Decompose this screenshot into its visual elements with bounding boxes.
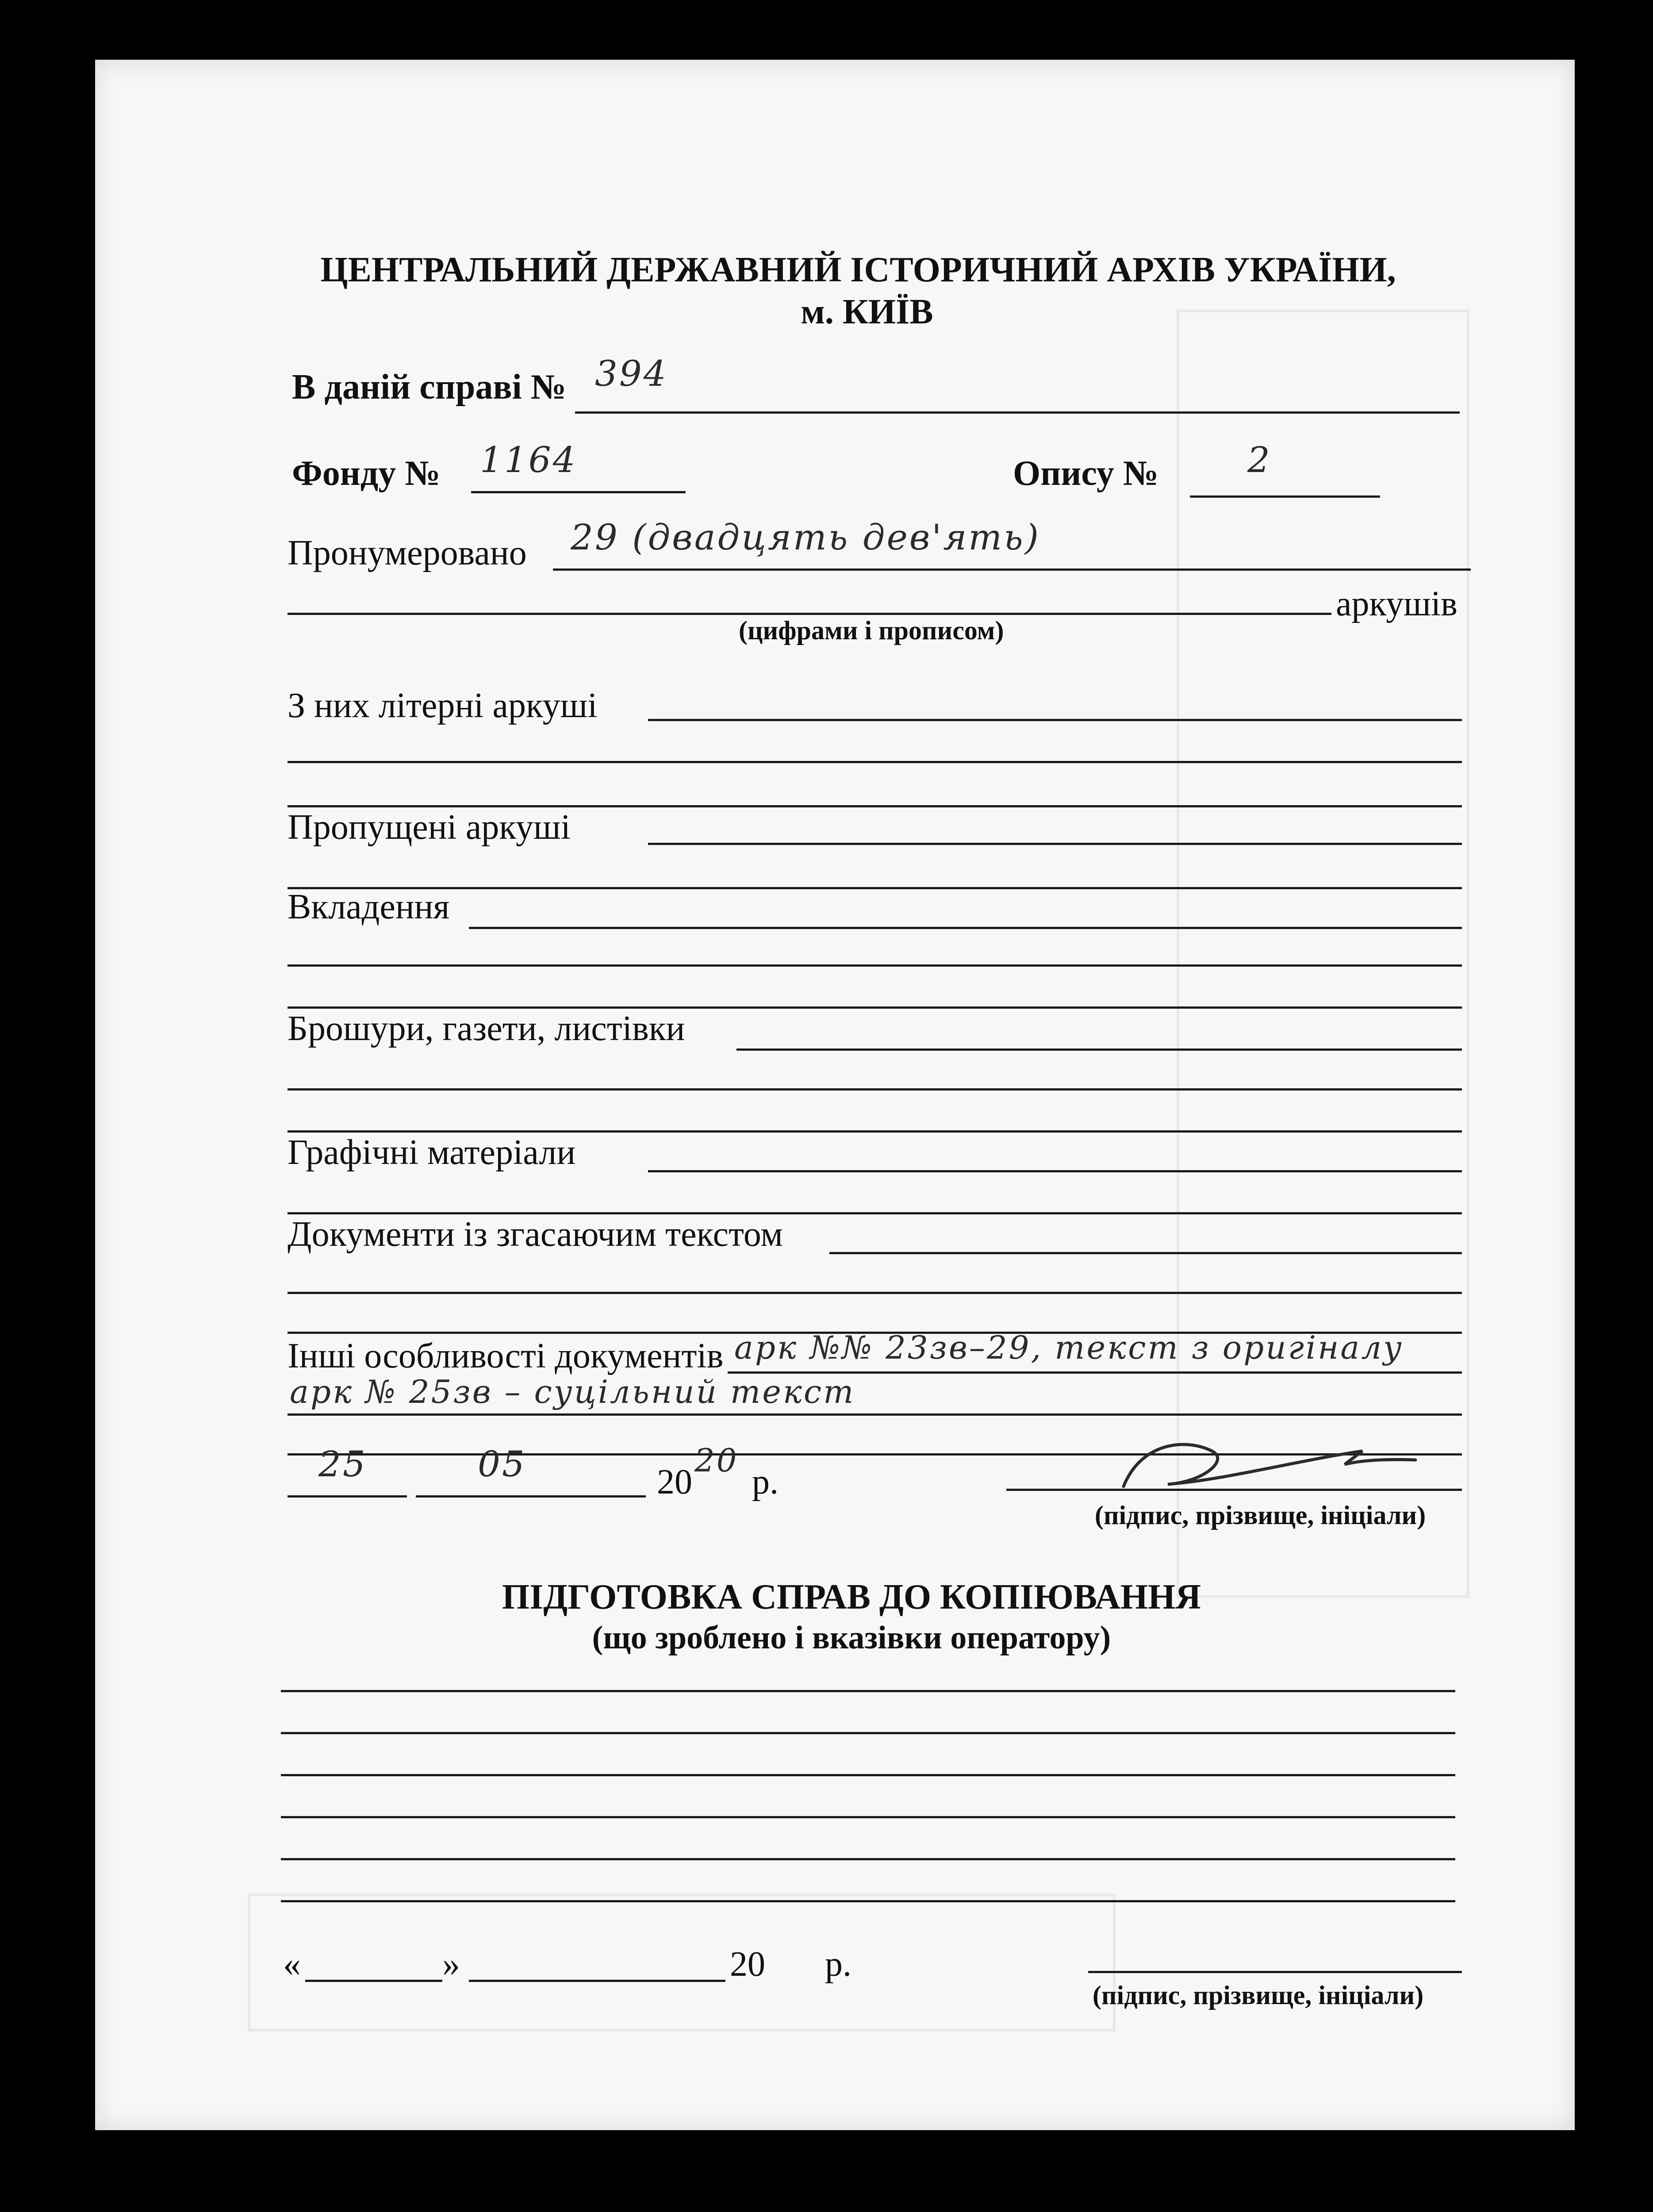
date-month-line (416, 1495, 646, 1498)
preparation-line-1 (281, 1690, 1455, 1692)
archive-title: ЦЕНТРАЛЬНИЙ ДЕРЖАВНИЙ ІСТОРИЧНИЙ АРХІВ УКРАЇНИ, (320, 250, 1396, 289)
prep-signature-line (1088, 1971, 1462, 1973)
prep-month-line (469, 1980, 725, 1982)
numbered-value: 29 (двадцять дев'ять) (571, 517, 1040, 558)
letter-sheets-line-1 (648, 719, 1462, 721)
brochures-line-3 (288, 1130, 1462, 1133)
letter-sheets-label: З них літерні аркуші (288, 686, 598, 725)
prep-quote-close: » (442, 1945, 460, 1984)
other-value-line2: арк № 25зв – суцільний текст (290, 1373, 855, 1410)
signature-line (1006, 1489, 1462, 1491)
date-r: р. (752, 1463, 779, 1502)
opys-label: Опису № (1013, 454, 1159, 493)
date-day-line (288, 1495, 407, 1498)
faded-line-1 (829, 1252, 1462, 1254)
missing-sheets-line-1 (648, 843, 1462, 845)
sheets-label: аркушів (1336, 584, 1457, 623)
preparation-line-6 (281, 1900, 1455, 1902)
case-number-line (575, 411, 1460, 414)
archive-city: м. КИЇВ (801, 292, 933, 331)
brochures-line-2 (288, 1088, 1462, 1091)
preparation-line-4 (281, 1816, 1455, 1818)
opys-value: 2 (1247, 439, 1272, 480)
numbered-line-1 (553, 568, 1471, 571)
graphics-label: Графічні матеріали (288, 1133, 576, 1172)
prep-quote-open: « (283, 1945, 301, 1984)
prep-day-line (305, 1980, 442, 1982)
numbered-label: Пронумеровано (288, 534, 527, 572)
missing-sheets-label: Пропущені аркуші (288, 808, 571, 847)
graphics-line-1 (648, 1170, 1462, 1172)
brochures-label: Брошури, газети, листівки (288, 1009, 685, 1048)
prep-signature-caption: (підпис, прізвище, ініціали) (1093, 1981, 1424, 2010)
signature-mark (1115, 1433, 1424, 1504)
preparation-title: ПІДГОТОВКА СПРАВ ДО КОПІЮВАННЯ (502, 1578, 1201, 1617)
attachments-line-1 (469, 927, 1462, 929)
letter-sheets-line-2 (288, 761, 1462, 763)
letter-sheets-line-3 (288, 805, 1462, 807)
date-year-prefix: 20 (657, 1463, 692, 1502)
fond-value: 1164 (480, 439, 577, 480)
date-day: 25 (318, 1444, 367, 1485)
missing-sheets-line-2 (288, 887, 1462, 889)
fond-line (471, 491, 686, 493)
faded-label: Документи із згасаючим текстом (288, 1215, 783, 1254)
opys-line (1190, 495, 1380, 498)
fond-label: Фонду № (292, 454, 441, 493)
preparation-line-5 (281, 1858, 1455, 1860)
attachments-line-3 (288, 1006, 1462, 1009)
signature-caption: (підпис, прізвище, ініціали) (1095, 1501, 1426, 1530)
attachments-line-2 (288, 964, 1462, 967)
date-year-suffix: 20 (694, 1442, 739, 1479)
other-value-line1: арк №№ 23зв–29, текст з оригіналу (734, 1329, 1404, 1366)
other-label: Інші особливості документів (288, 1336, 724, 1375)
attachments-label: Вкладення (288, 887, 450, 926)
numbered-line-2 (288, 613, 1331, 615)
case-number-value: 394 (595, 353, 668, 394)
date-month: 05 (478, 1444, 526, 1485)
brochures-line-1 (736, 1048, 1462, 1051)
case-label: В даній справі № (292, 368, 567, 407)
preparation-subtitle: (що зроблено і вказівки оператору) (592, 1620, 1111, 1656)
graphics-line-2 (288, 1212, 1462, 1214)
numbered-hint: (цифрами і прописом) (739, 616, 1004, 645)
faded-line-2 (288, 1292, 1462, 1294)
other-line-2 (288, 1413, 1462, 1416)
prep-year-prefix: 20 (730, 1945, 765, 1984)
preparation-line-3 (281, 1774, 1455, 1776)
preparation-line-2 (281, 1732, 1455, 1734)
prep-r-label: р. (825, 1945, 851, 1984)
